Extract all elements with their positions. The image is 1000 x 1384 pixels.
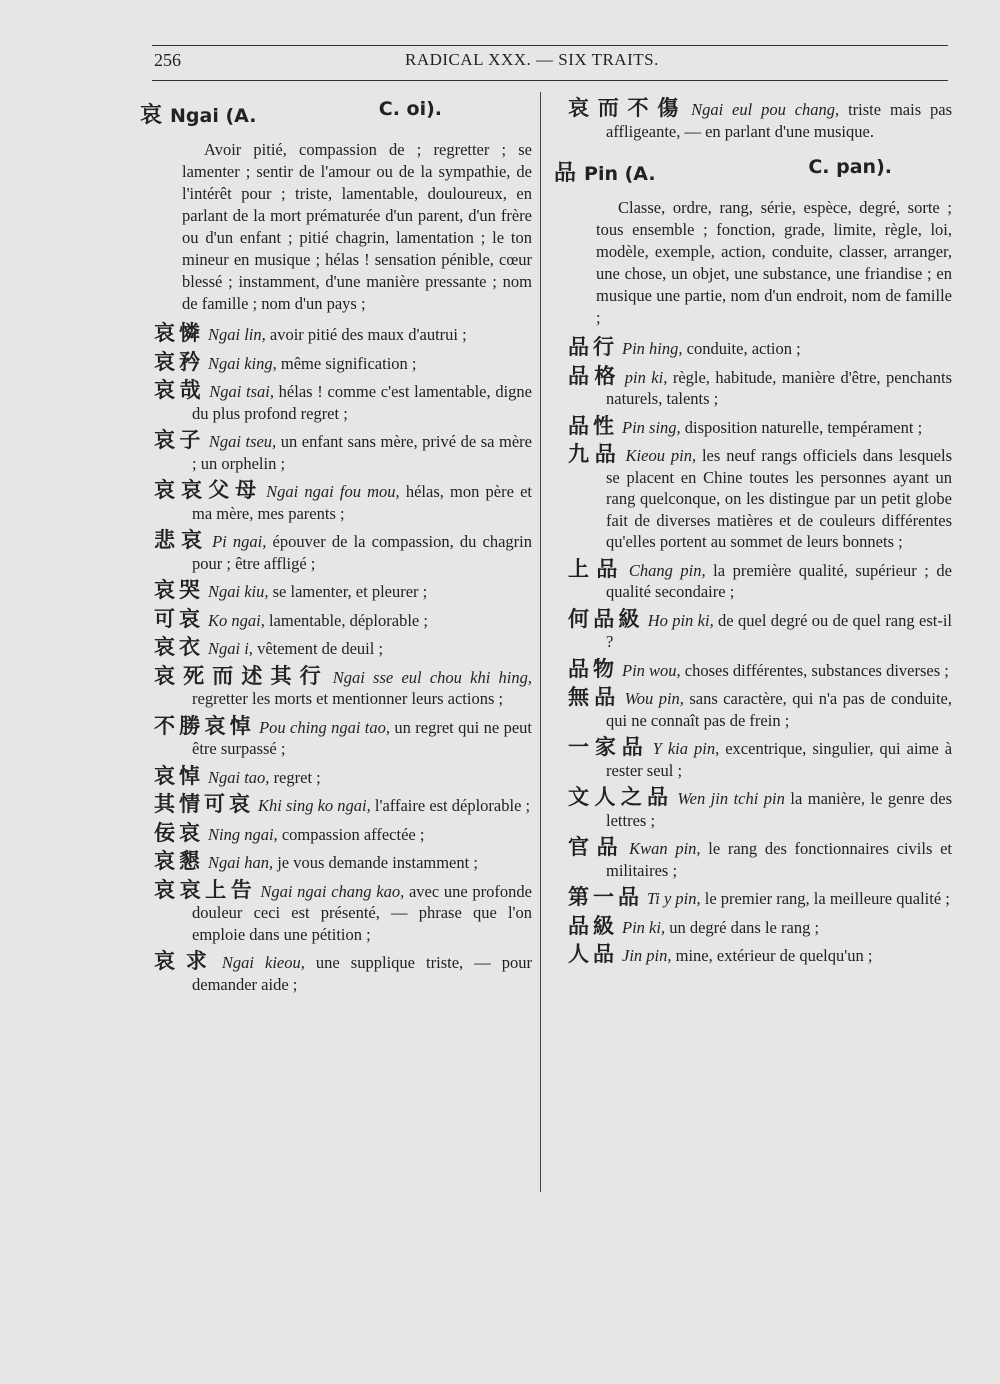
entry-hanzi: 九品 — [568, 442, 622, 466]
entry-hanzi: 哀悼 — [154, 763, 204, 788]
entry-hanzi: 哀哉 — [154, 378, 206, 402]
entry-romanization: Ngai ngai fou mou, — [266, 482, 400, 501]
entry-hanzi: 哀子 — [154, 428, 205, 452]
entry-romanization: Pi ngai, — [212, 532, 267, 551]
entry-gloss: un degré dans le rang ; — [665, 917, 820, 937]
entry-hanzi: 哀哭 — [154, 578, 204, 602]
dictionary-entry — [140, 877, 532, 946]
entry-hanzi: 可哀 — [154, 606, 204, 631]
dictionary-entry — [554, 787, 952, 831]
entry-gloss: épouver de la compassion, du chagrin pour ; être affligé ; — [192, 532, 533, 573]
dictionary-entry — [140, 380, 532, 424]
dictionary-entry — [554, 913, 952, 939]
entry-romanization: pin ki, — [624, 367, 668, 387]
running-title: RADICAL XXX. — SIX TRAITS. — [405, 50, 659, 69]
entry-romanization: Pin sing, — [622, 417, 681, 437]
entry-romanization: Ngai ngai chang kao, — [260, 881, 405, 901]
entry-romanization: Pin wou, — [622, 660, 681, 680]
entry-hanzi: 文人之品 — [568, 785, 674, 809]
entry-gloss: un regret qui ne peut être surpassé ; — [192, 717, 532, 758]
entry-hanzi: 品級 — [568, 913, 618, 938]
entry-gloss: je vous demande instamment ; — [273, 853, 478, 872]
dictionary-entry — [140, 794, 532, 817]
entry-hanzi: 哀死而述其行 — [154, 663, 329, 688]
entry-romanization: Kwan pin, — [629, 839, 701, 858]
entry-romanization: Ngai sse eul chou khi hing, — [332, 667, 533, 687]
entry-gloss: conduite, action ; — [682, 339, 801, 358]
entry-romanization: Ho pin ki, — [647, 610, 714, 630]
headword-definition: Classe, ordre, rang, série, espèce, degré, sorte ; tous ensemble ; fonction, grade, limite, règle, loi, modèle, exemple, action, conduite, classer, arranger, une chose, un objet, une substance, une friandise ; en musique une partie, nom d'un endroit, nom de famille ; — [596, 198, 952, 327]
dictionary-entry — [554, 444, 952, 553]
entry-hanzi: 何品級 — [568, 606, 644, 631]
entry-romanization: Ti y pin, — [647, 889, 701, 908]
entry-hanzi: 哀衣 — [154, 635, 204, 659]
entry-romanization: Wou pin, — [624, 689, 684, 708]
entry-romanization: Ngai tseu, — [208, 432, 277, 451]
dictionary-entry — [140, 480, 532, 524]
entry-gloss: les neuf rangs officiels dans lesquels se placent en Chine toutes les personnes ayant un rang quelconque, on les distingue par un petit globe fait de diverses matières et de couleurs différentes qu'elles portent au sommet de leurs bonnets ; — [606, 446, 953, 551]
dictionary-entry — [140, 637, 532, 660]
entry-gloss: sans caractère, qui n'a pas de conduite, qui ne connaît pas de frein ; — [606, 689, 952, 730]
entry-gloss: vêtement de deuil ; — [252, 639, 384, 658]
entry-list — [140, 323, 532, 995]
entry-romanization: Jin pin, — [622, 946, 672, 965]
entry-gloss: l'affaire est déplorable ; — [370, 796, 531, 815]
entry-romanization: Ngai kiu, — [208, 582, 269, 601]
dictionary-entry — [140, 430, 532, 474]
entry-romanization: Ngai lin, — [208, 325, 266, 344]
entry-hanzi: 官品 — [568, 835, 626, 859]
entry-gloss: une supplique triste, — pour demander aide ; — [192, 953, 532, 994]
entry-gloss: la première qualité, supérieur ; de qualité secondaire ; — [606, 560, 952, 601]
entry-romanization: Ngai i, — [208, 639, 253, 658]
page-number: 256 — [154, 50, 181, 70]
entry-romanization: Ning ngai, — [208, 824, 278, 844]
entry-hanzi: 哀哀上告 — [154, 877, 257, 902]
entry-romanization: Wen jin tchi pin — [677, 789, 785, 808]
dictionary-entry — [140, 763, 532, 789]
dictionary-entry — [554, 363, 952, 410]
entry-list — [554, 337, 952, 967]
dictionary-entry — [554, 413, 952, 439]
entry-hanzi: 哀懇 — [154, 849, 204, 873]
entry-hanzi: 悲哀 — [154, 528, 209, 552]
entry-hanzi: 一家品 — [568, 735, 649, 759]
headword-hanzi: 品 — [554, 161, 577, 186]
entry-hanzi: 哀而不傷 — [568, 96, 688, 120]
entry-hanzi: 上品 — [568, 556, 625, 581]
entry-hanzi: 哀矜 — [154, 349, 204, 374]
entry-hanzi: 品格 — [568, 363, 621, 388]
entry-romanization: Y kia pin, — [652, 739, 720, 758]
entry-gloss: règle, habitude, manière d'être, penchants naturels, talents ; — [606, 367, 952, 408]
entry-hanzi: 不勝哀悼 — [154, 713, 256, 738]
dictionary-entry — [554, 556, 952, 603]
top-rule — [152, 45, 948, 46]
entry-romanization: Kieou pin, — [625, 446, 697, 465]
entry-gloss: la manière, le genre des lettres ; — [606, 789, 952, 830]
entry-gloss: hélas, mon père et ma mère, mes parents ; — [192, 482, 532, 523]
entry-gloss: un enfant sans mère, privé de sa mère ; un orphelin ; — [192, 432, 532, 473]
dictionary-entry — [140, 851, 532, 874]
dictionary-entry — [140, 323, 532, 346]
entry-gloss: même signification ; — [276, 353, 417, 373]
dictionary-entry — [140, 530, 532, 574]
dictionary-entry — [140, 349, 532, 375]
headword-ngai — [140, 98, 532, 129]
entry-romanization: Pin hing, — [622, 339, 683, 358]
entry-romanization: Ngai king, — [208, 353, 277, 373]
dictionary-entry — [140, 663, 533, 710]
entry-hanzi: 哀憐 — [154, 321, 204, 345]
column-divider — [540, 92, 541, 1192]
headword-hanzi: 哀 — [140, 103, 163, 128]
entry-romanization: Ngai han, — [208, 853, 274, 872]
dictionary-entry — [140, 820, 532, 846]
entry-gloss: mine, extérieur de quelqu'un ; — [671, 946, 873, 965]
entry-gloss: avec une profonde douleur ceci est présenté, — phrase que l'on emploie dans une pétition ; — [192, 881, 532, 944]
entry-romanization: Khi sing ko ngai, — [258, 796, 371, 815]
dictionary-entry — [554, 944, 952, 967]
left-column — [140, 98, 532, 1001]
dictionary-entry — [554, 656, 952, 682]
entry-gloss: regretter les morts et mentionner leurs actions ; — [192, 689, 504, 708]
headword-romanization: Ngai (A. — [170, 105, 257, 127]
entry-gloss: avoir pitié des maux d'autrui ; — [265, 325, 467, 344]
entry-gloss: excentrique, singulier, qui aime à rester seul ; — [606, 739, 953, 780]
dictionary-entry — [140, 951, 532, 995]
entry-romanization: Chang pin, — [628, 560, 706, 580]
headword-definition: Avoir pitié, compassion de ; regretter ; se lamenter ; sentir de l'amour ou de la sympathie, de l'intérêt pour ; triste, lamentable, douloureux, en parlant de la mort prématurée d'un parent, d'un frère ou d'un enfant ; pitié chagrin, lamentation ; le ton mineur en musique ; hélas ! sensation pénible, cœur blessé ; instamment, d'une manière pressante ; nom de famille ; nom d'un pays ; — [182, 140, 532, 313]
entry-romanization: Pou ching ngai tao, — [259, 717, 391, 737]
dictionary-entry — [554, 737, 952, 781]
entry-hanzi: 品物 — [568, 656, 618, 681]
headword-romanization: Pin (A. — [584, 163, 656, 185]
entry-gloss: compassion affectée ; — [277, 824, 425, 844]
entry-romanization: Ngai tao, — [208, 767, 270, 787]
dictionary-entry — [554, 687, 952, 731]
dictionary-entry — [554, 837, 952, 881]
dictionary-entry — [140, 606, 532, 632]
dictionary-entry — [554, 887, 952, 910]
entry-hanzi: 哀求 — [154, 949, 218, 973]
entry-hanzi: 第一品 — [568, 885, 643, 909]
dictionary-entry — [554, 98, 952, 142]
entry-gloss: le rang des fonctionnaires civils et militaires ; — [606, 839, 952, 880]
entry-gloss: se lamenter, et pleurer ; — [268, 582, 428, 601]
entry-hanzi: 無品 — [568, 685, 621, 709]
entry-gloss: choses différentes, substances diverses ; — [680, 660, 949, 680]
entry-gloss: le premier rang, la meilleure qualité ; — [700, 889, 950, 908]
right-column — [554, 98, 952, 973]
dictionary-entry — [140, 713, 532, 760]
dictionary-entry — [554, 337, 952, 360]
entry-romanization: Ngai eul pou chang, — [691, 100, 840, 119]
entry-gloss: regret ; — [269, 767, 321, 787]
entry-hanzi: 佞哀 — [154, 820, 204, 845]
headword-pin — [554, 156, 952, 187]
entry-romanization: Pin ki, — [622, 917, 666, 937]
entry-hanzi: 哀哀父母 — [154, 478, 263, 502]
entry-hanzi: 其情可哀 — [154, 792, 254, 816]
entry-gloss: de quel degré ou de quel rang est-il ? — [606, 610, 952, 651]
header-rule — [152, 80, 948, 81]
entry-gloss: lamentable, déplorable ; — [264, 610, 428, 630]
headword-cantonese: C. pan). — [808, 156, 892, 178]
entry-romanization: Ko ngai, — [208, 610, 265, 630]
entry-hanzi: 人品 — [568, 942, 618, 966]
entry-gloss: hélas ! comme c'est lamentable, digne du plus profond regret ; — [192, 382, 533, 423]
entry-romanization: Ngai kieou, — [221, 953, 305, 972]
dictionary-entry — [554, 606, 952, 653]
entry-hanzi: 品性 — [568, 413, 618, 438]
headword-cantonese: C. oi). — [378, 98, 442, 120]
entry-gloss: triste mais pas affligeante, — en parlant d'une musique. — [606, 100, 953, 141]
entry-hanzi: 品行 — [568, 335, 618, 359]
entry-romanization: Ngai tsai, — [209, 382, 274, 401]
dictionary-entry — [140, 580, 532, 603]
entry-gloss: disposition naturelle, tempérament ; — [680, 417, 923, 437]
